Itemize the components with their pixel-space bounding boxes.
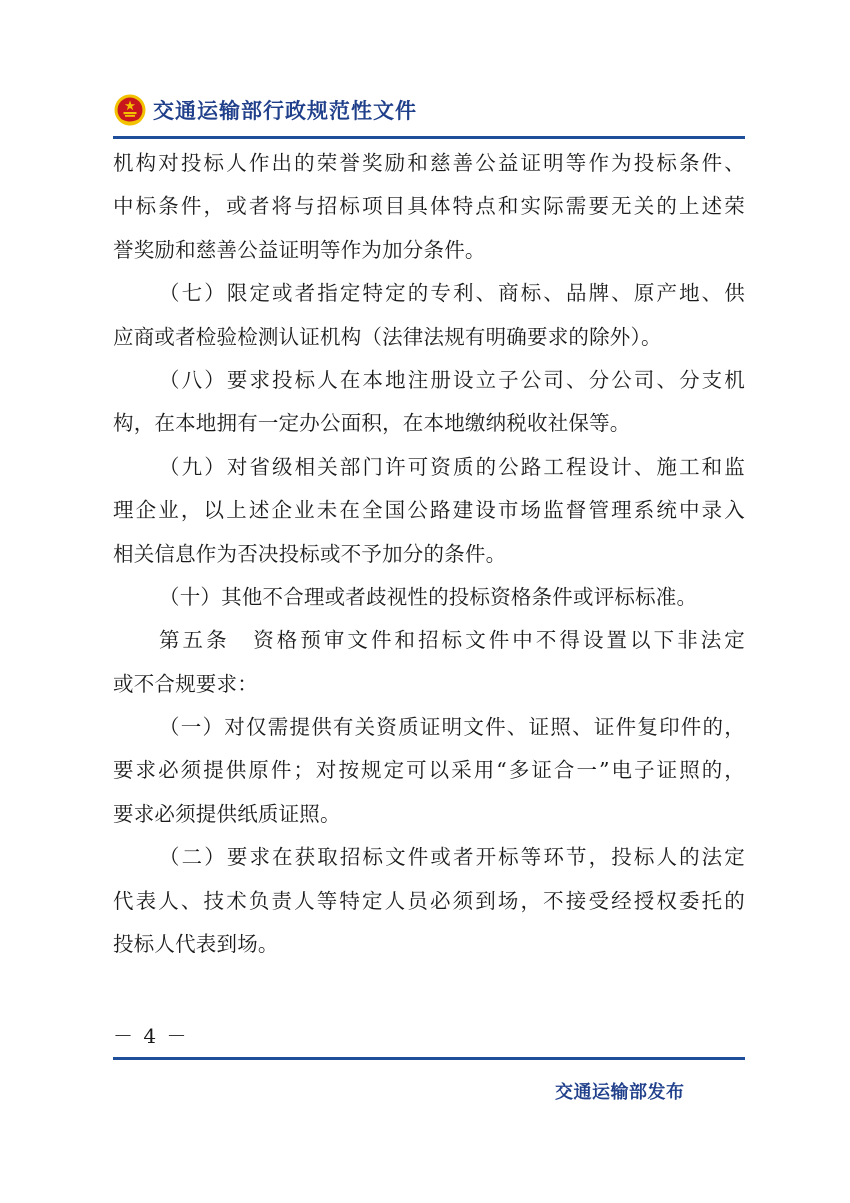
body-line: 代表人、技术负责人等特定人员必须到场，不接受经授权委托的: [113, 888, 745, 913]
document-body: [113, 142, 745, 966]
publisher-label: 交通运输部发布: [555, 1082, 685, 1103]
body-line: 理企业，以上述企业未在全国公路建设市场监督管理系统中录入: [113, 498, 745, 523]
body-line: （九）对省级相关部门许可资质的公路工程设计、施工和监: [159, 454, 745, 479]
body-line: （十）其他不合理或者歧视性的投标资格条件或评标标准。: [159, 584, 698, 609]
body-line: （二）要求在获取招标文件或者开标等环节，投标人的法定: [159, 845, 745, 870]
page-number: － 4 －: [113, 1024, 189, 1048]
footer-divider: [113, 1057, 745, 1060]
header-divider: [113, 136, 745, 139]
body-line: 要求必须提供原件；对按规定可以采用“多证合一”电子证照的，: [113, 758, 745, 783]
document-header: [113, 90, 417, 130]
body-line: 或不合规要求：: [113, 671, 258, 696]
body-line: 相关信息作为否决投标或不予加分的条件。: [113, 541, 507, 566]
header-title: 交通运输部行政规范性文件: [153, 99, 417, 123]
body-line: （七）限定或者指定特定的专利、商标、品牌、原产地、供: [159, 281, 745, 306]
body-line: （八）要求投标人在本地注册设立子公司、分公司、分支机: [159, 367, 745, 392]
body-line: 中标条件，或者将与招标项目具体特点和实际需要无关的上述荣: [113, 194, 745, 219]
national-emblem-icon: [113, 93, 147, 127]
body-line: 投标人代表到场。: [113, 932, 279, 957]
body-line: 誉奖励和慈善公益证明等作为加分条件。: [113, 237, 486, 262]
body-line: 构，在本地拥有一定办公面积，在本地缴纳税收社保等。: [113, 411, 631, 436]
body-line: （一）对仅需提供有关资质证明文件、证照、证件复印件的，: [159, 715, 745, 740]
body-line: 应商或者检验检测认证机构（法律法规有明确要求的除外）。: [113, 324, 662, 349]
article-heading-line: 第五条 资格预审文件和招标文件中不得设置以下非法定: [159, 628, 745, 653]
body-line: 要求必须提供纸质证照。: [113, 801, 341, 826]
body-line: 机构对投标人作出的荣誉奖励和慈善公益证明等作为投标条件、: [113, 151, 745, 175]
